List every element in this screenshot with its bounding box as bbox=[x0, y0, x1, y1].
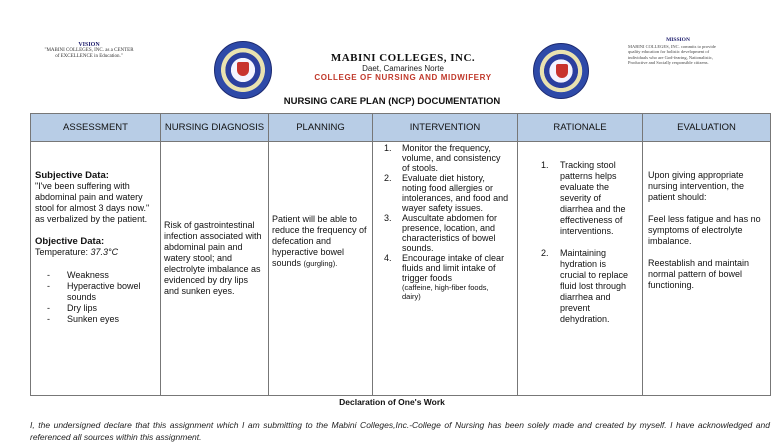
rationale-list bbox=[522, 160, 632, 325]
mission-title: MISSION bbox=[666, 37, 690, 43]
declaration-title: Declaration of One's Work bbox=[339, 397, 445, 407]
college-name: COLLEGE OF NURSING AND MIDWIFERY bbox=[314, 73, 492, 82]
list-item: - Weakness bbox=[35, 270, 157, 281]
evaluation-intro: Upon giving appropriate nursing intervention, the patient should: bbox=[648, 170, 745, 202]
diagnosis-text: Risk of gastrointestinal infection associated with abdominal pain and watery stool; and electrolyte imbalance as evidenced by dry lips and sunken eyes. bbox=[164, 220, 262, 296]
planning-note: (gurgling). bbox=[303, 259, 338, 268]
item-text: Auscultate abdomen for presence, location, and characteristics of bowel sounds. bbox=[402, 213, 498, 253]
item-number: 2. bbox=[384, 173, 392, 183]
temperature-label: Temperature: bbox=[35, 247, 91, 257]
item-note: (caffeine, high-fiber foods, dairy) bbox=[402, 283, 489, 301]
school-address: Daet, Camarines Norte bbox=[362, 64, 444, 73]
subjective-heading: Subjective Data: bbox=[35, 170, 109, 181]
signs-list bbox=[35, 270, 157, 325]
college-seal-logo bbox=[214, 41, 272, 99]
nursing-seal-logo bbox=[533, 43, 589, 99]
list-item: - Hyperactive bowel sounds bbox=[35, 281, 157, 303]
item-text: Maintaining hydration is crucial to replace fluid lost through diarrhea and prevent dehydration. bbox=[560, 248, 629, 324]
school-name: MABINI COLLEGES, INC. bbox=[330, 52, 476, 64]
evaluation-item: Reestablish and maintain normal pattern of bowel functioning. bbox=[648, 258, 750, 290]
intervention-cell bbox=[373, 142, 518, 396]
column-header-evaluation: EVALUATION bbox=[643, 114, 771, 142]
column-header-planning: PLANNING bbox=[269, 114, 373, 142]
list-item bbox=[522, 160, 632, 237]
item-text: Monitor the frequency, volume, and consistency of stools. bbox=[402, 143, 501, 173]
table-row bbox=[31, 142, 771, 396]
item-number: 2. bbox=[541, 248, 549, 258]
page-title: NURSING CARE PLAN (NCP) DOCUMENTATION bbox=[283, 96, 501, 107]
intervention-list bbox=[377, 143, 509, 301]
item-number: 1. bbox=[541, 160, 549, 170]
diagnosis-cell bbox=[161, 142, 269, 396]
vision-text: "MABINI COLLEGES, INC. as a CENTER of EXCELLENCE in Education." bbox=[44, 48, 134, 59]
rationale-cell bbox=[518, 142, 643, 396]
vision-statement bbox=[44, 42, 134, 60]
planning-cell bbox=[269, 142, 373, 396]
list-item bbox=[377, 173, 509, 213]
item-number: 3. bbox=[384, 213, 392, 223]
column-header-rationale: RATIONALE bbox=[518, 114, 643, 142]
planning-main: Patient will be able to reduce the frequency of defecation and hyperactive bowel sounds bbox=[272, 214, 367, 268]
temperature-value: 37.3°C bbox=[90, 247, 119, 257]
item-text: Tracking stool patterns helps evaluate the severity of diarrhea and the effectiveness of interventions. bbox=[560, 160, 626, 236]
school-brand bbox=[288, 52, 518, 83]
evaluation-item: Feel less fatigue and has no symptoms of electrolyte imbalance. bbox=[648, 214, 761, 246]
item-text: Encourage intake of clear fluids and limit intake of trigger foods bbox=[402, 253, 505, 283]
item-text: Evaluate diet history, noting food allergies or intolerances, and food and wayer safety issues. bbox=[402, 173, 509, 213]
list-item: - Sunken eyes bbox=[35, 314, 157, 325]
mission-text: MABINI COLLEGES, INC. commits to provide quality education for holistic development of individuals who are God-fearing, Nationalistic, Productive and Socially responsible citizens. bbox=[628, 43, 716, 65]
list-item bbox=[377, 253, 509, 301]
list-item bbox=[522, 248, 632, 325]
declaration-text: I, the undersigned declare that this assignment which I am submitting to the Mabini Colleges,Inc.-College of Nursing has been solely made and created by myself. I have acknowledged and referenced all sources within this assignment. bbox=[30, 420, 770, 442]
item-number: 4. bbox=[384, 253, 392, 263]
list-item: - Dry lips bbox=[35, 303, 157, 314]
temperature-line bbox=[35, 247, 157, 258]
list-item bbox=[377, 213, 509, 253]
column-header-diagnosis: NURSING DIAGNOSIS bbox=[161, 114, 269, 142]
vision-title: VISION bbox=[78, 42, 100, 48]
column-header-intervention: INTERVENTION bbox=[373, 114, 518, 142]
list-item bbox=[377, 143, 509, 173]
mission-statement bbox=[628, 38, 728, 66]
objective-heading: Objective Data: bbox=[35, 236, 105, 247]
table-header-row bbox=[31, 114, 771, 142]
care-plan-table bbox=[30, 113, 771, 396]
subjective-text: "I've been suffering with abdominal pain and watery stool for almost 3 days now." as verbalized by the patient. bbox=[35, 181, 150, 224]
document-header bbox=[0, 0, 784, 92]
evaluation-cell bbox=[643, 142, 771, 396]
assessment-cell bbox=[31, 142, 161, 396]
item-number: 1. bbox=[384, 143, 392, 153]
planning-text bbox=[272, 214, 368, 269]
column-header-assessment: ASSESSMENT bbox=[31, 114, 161, 142]
